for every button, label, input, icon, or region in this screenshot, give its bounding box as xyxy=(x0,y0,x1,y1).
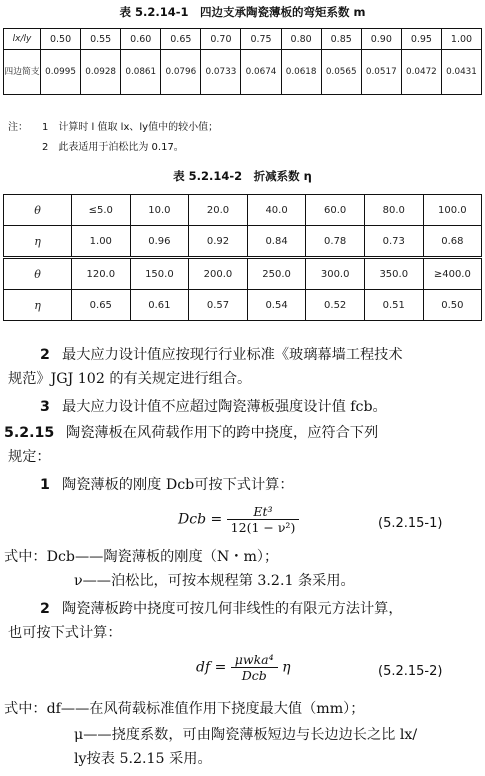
formula-1-denominator: 12(1 − ν²) xyxy=(230,520,296,535)
eta-value: 0.68 xyxy=(423,226,482,258)
formula-deflection xyxy=(196,652,291,683)
eta-value: 0.78 xyxy=(306,226,365,258)
formula-1-lhs: Dcb = xyxy=(178,511,223,528)
formula-1-number: (5.2.15-1) xyxy=(378,516,443,531)
theta-label: θ xyxy=(4,195,72,226)
table1-col: 0.95 xyxy=(401,29,441,50)
item-2b-line-2: 也可按下式计算： xyxy=(8,625,122,641)
where-1-line-b: ν——泊松比，可按本规程第 3.2.1 条采用。 xyxy=(74,573,355,589)
note-2: 2 此表适用于泊松比为 0.17。 xyxy=(42,142,184,153)
item-2-line-2: 规范》JGJ 102 的有关规定进行组合。 xyxy=(8,371,252,387)
formula-2-numerator: μwka⁴ xyxy=(231,652,278,668)
where-2-line-a: 式中：df——在风荷载标准值作用下挠度最大值（mm）； xyxy=(4,701,365,717)
item-1-text: 陶瓷薄板的刚度 Dcb可按下式计算： xyxy=(62,477,294,493)
formula-stiffness xyxy=(178,504,299,535)
eta-label: η xyxy=(4,290,72,321)
table1-col: 1.00 xyxy=(441,29,481,50)
table1-header-label: lx/ly xyxy=(4,29,41,50)
where-2-line-b: μ——挠度系数，可由陶瓷薄板短边与长边边长之比 lx/ xyxy=(74,727,418,743)
section-line-2: 规定： xyxy=(8,449,51,465)
table1-col: 0.85 xyxy=(321,29,361,50)
table1-value: 0.0472 xyxy=(401,50,441,95)
table1-value: 0.0431 xyxy=(441,50,481,95)
section-line-1: 陶瓷薄板在风荷载作用下的跨中挠度，应符合下列 xyxy=(66,425,379,441)
table1-caption: 表 5.2.14-1 四边支承陶瓷薄板的弯矩系数 m xyxy=(119,5,366,19)
table1-value: 0.0674 xyxy=(241,50,281,95)
note-1: 1 计算时 l 值取 lx、ly值中的较小值； xyxy=(42,122,219,133)
table1-col: 0.70 xyxy=(201,29,241,50)
eta-value: 0.57 xyxy=(189,290,248,321)
table1-value: 0.0861 xyxy=(121,50,161,95)
table1-value: 0.0733 xyxy=(201,50,241,95)
theta-value: 100.0 xyxy=(423,195,482,226)
theta-value: 60.0 xyxy=(306,195,365,226)
theta-value: 40.0 xyxy=(247,195,306,226)
eta-value: 0.73 xyxy=(364,226,423,258)
table2-caption: 表 5.2.14-2 折减系数 η xyxy=(173,169,312,183)
eta-value: 0.65 xyxy=(72,290,131,321)
theta-label: θ xyxy=(4,258,72,290)
formula-2-number: (5.2.15-2) xyxy=(378,664,443,679)
eta-value: 0.52 xyxy=(306,290,365,321)
formula-2-lhs: df = xyxy=(196,659,227,676)
section-number: 5.2.15 xyxy=(4,425,55,441)
table1-col: 0.80 xyxy=(281,29,321,50)
item-1-number: 1 xyxy=(40,477,50,493)
moment-coefficient-table xyxy=(3,28,482,95)
eta-value: 0.61 xyxy=(130,290,189,321)
eta-label: η xyxy=(4,226,72,258)
table1-value: 0.0796 xyxy=(161,50,201,95)
theta-value: 250.0 xyxy=(247,258,306,290)
table1-value: 0.0995 xyxy=(41,50,81,95)
table1-col: 0.90 xyxy=(361,29,401,50)
table1-col: 0.75 xyxy=(241,29,281,50)
note-label: 注： xyxy=(8,122,28,133)
eta-value: 0.51 xyxy=(364,290,423,321)
item-2b-number: 2 xyxy=(40,601,50,617)
theta-value: 80.0 xyxy=(364,195,423,226)
eta-value: 0.50 xyxy=(423,290,482,321)
eta-value: 0.84 xyxy=(247,226,306,258)
reduction-factor-table xyxy=(3,194,482,321)
item-2-number: 2 xyxy=(40,347,50,363)
theta-value: 200.0 xyxy=(189,258,248,290)
formula-2-fraction xyxy=(231,652,278,683)
table1-col: 0.65 xyxy=(161,29,201,50)
table1-row-label: 四边简支 xyxy=(4,50,41,95)
table1-col: 0.50 xyxy=(41,29,81,50)
where-2-line-c: ly按表 5.2.15 采用。 xyxy=(74,751,212,767)
table1-col: 0.55 xyxy=(81,29,121,50)
eta-value: 1.00 xyxy=(72,226,131,258)
theta-value: 300.0 xyxy=(306,258,365,290)
table1-value: 0.0517 xyxy=(361,50,401,95)
table1-value: 0.0928 xyxy=(81,50,121,95)
eta-value: 0.96 xyxy=(130,226,189,258)
theta-value: 10.0 xyxy=(130,195,189,226)
formula-2-denominator: Dcb xyxy=(241,668,267,683)
theta-value: 150.0 xyxy=(130,258,189,290)
formula-2-tail: η xyxy=(282,659,291,676)
theta-value: ≤5.0 xyxy=(72,195,131,226)
eta-value: 0.92 xyxy=(189,226,248,258)
eta-value: 0.54 xyxy=(247,290,306,321)
theta-value: ≥400.0 xyxy=(423,258,482,290)
table1-value: 0.0565 xyxy=(321,50,361,95)
theta-value: 120.0 xyxy=(72,258,131,290)
table1-value: 0.0618 xyxy=(281,50,321,95)
theta-value: 20.0 xyxy=(189,195,248,226)
where-1-line-a: 式中：Dcb——陶瓷薄板的刚度（N・m）； xyxy=(4,549,279,565)
item-2b-line-1: 陶瓷薄板跨中挠度可按几何非线性的有限元方法计算， xyxy=(62,601,403,617)
formula-1-numerator: Et³ xyxy=(227,504,300,520)
item-2-line-1: 最大应力设计值应按现行行业标准《玻璃幕墙工程技术 xyxy=(62,347,403,363)
theta-value: 350.0 xyxy=(364,258,423,290)
item-3-number: 3 xyxy=(40,399,50,415)
item-3-text: 最大应力设计值不应超过陶瓷薄板强度设计值 fcb。 xyxy=(62,399,387,415)
table1-col: 0.60 xyxy=(121,29,161,50)
formula-1-fraction xyxy=(227,504,300,535)
